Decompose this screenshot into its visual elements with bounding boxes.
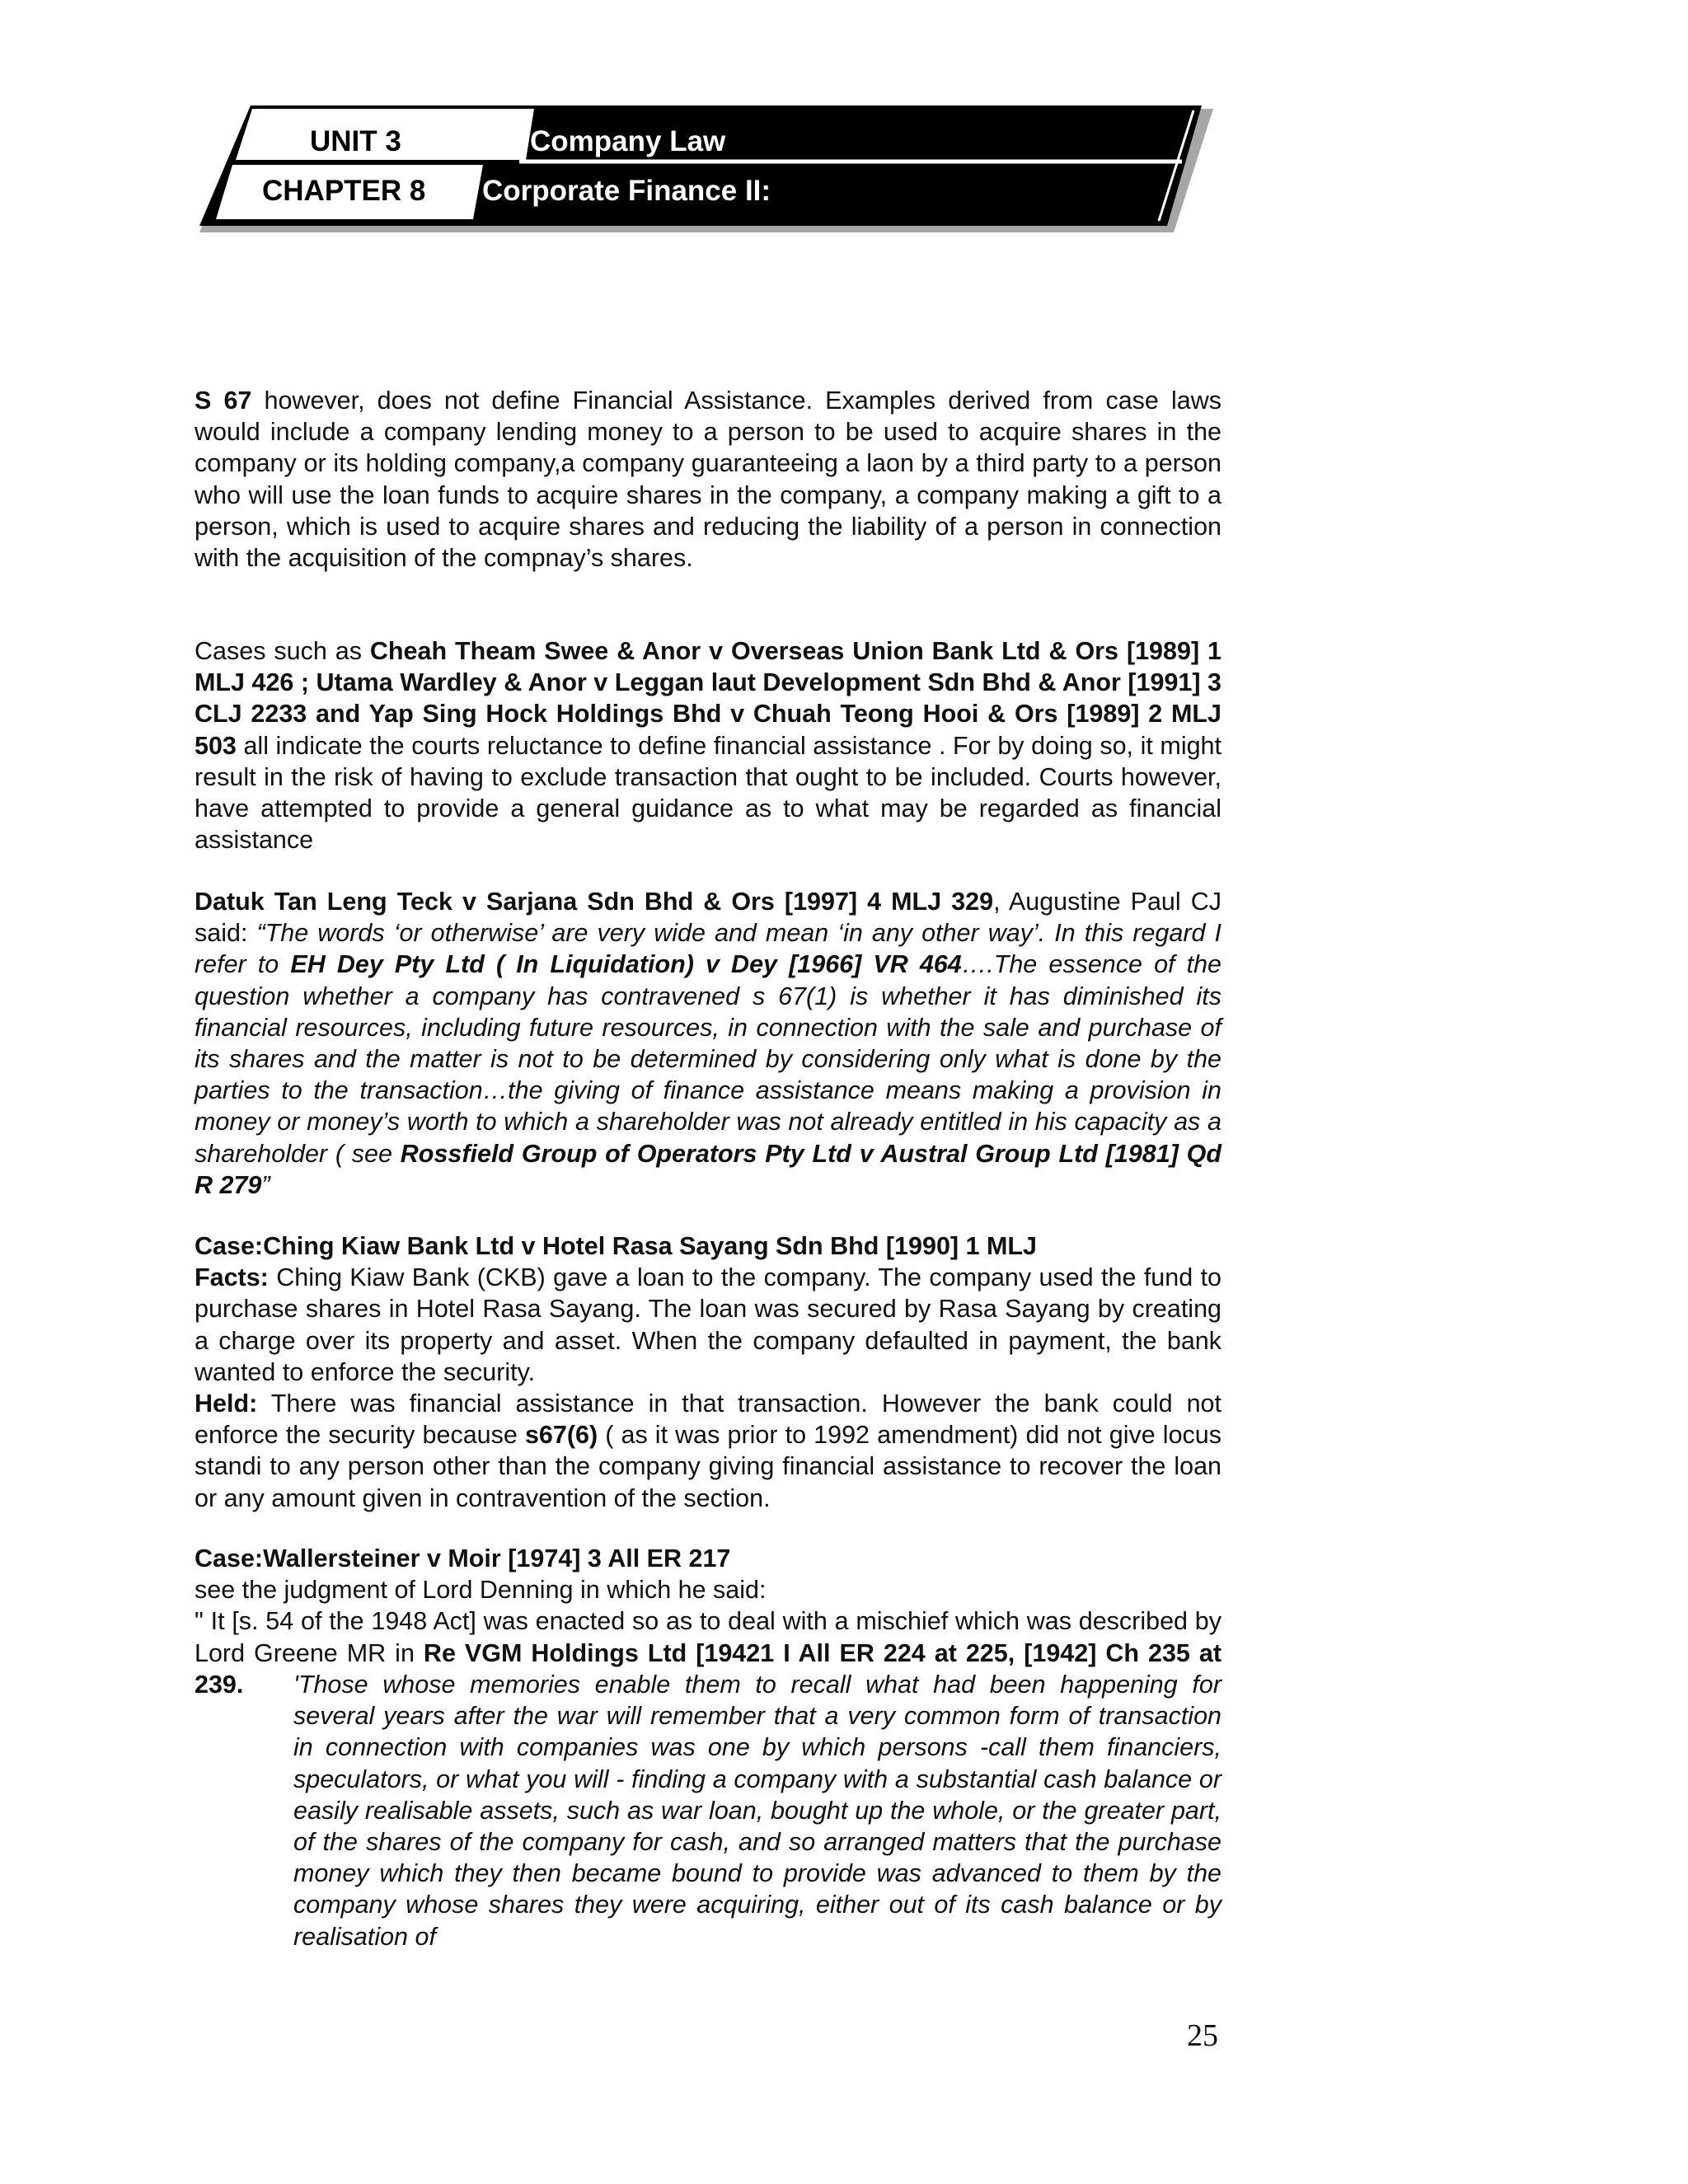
held-text: ( as it was prior to 1992 amendment) did not give locus standi to any person other than the company giving financial assistance to recover the loan or any amount given in contravention of the section. <box>195 1421 1222 1512</box>
paragraph-text: " It [s. 54 of the 1948 Act] was enacted so as to deal with a mischief which was described by Lord Greene MR in <box>195 1607 1221 1667</box>
unit-title: Company Law <box>530 125 726 157</box>
case-citations: Cheah Theam Swee & Anor v Overseas Union Bank Ltd & Ors [1989] 1 MLJ 426 ; Utama Wardley & Anor v Leggan laut Development Sdn Bhd & Anor [1991] 3 CLJ 2233 and Yap Sing Hock Holdings Bhd v Chuah Teong Hooi & Ors [1989] 2 MLJ 503 <box>195 637 1221 760</box>
paragraph-text: however, does not define Financial Assistance. Examples derived from case laws would include a company lending money to a person to be used to acquire shares in the company or its holding company,a company guaranteeing a laon by a third party to a person who will use the loan funds to acquire shares in the company, a company making a gift to a person, which is used to acquire shares and reducing the liability of a person in connection with the acquisition of the compnay’s shares. <box>195 387 1221 573</box>
paragraph-financial-assistance <box>195 385 1221 574</box>
quote-text: “The words ‘or otherwise’ are very wide and mean ‘in any other way’. In this regard I refer to <box>195 919 1221 979</box>
held-label: Held: <box>195 1390 258 1418</box>
quote-text: ….The essence of the question whether a company has contravened s 67(1) is whether it has diminished its financial resources, including future resources, in connection with the sale and purchase of its shares and the matter is not to be determined by considering only what is done by the parties to the transaction…the giving of finance assistance means making a provision in money or money’s worth to which a shareholder was not already entitled in his capacity as a shareholder ( see <box>195 950 1221 1168</box>
paragraph-lead: Cases such as <box>195 637 370 665</box>
block-quote: 'Those whose memories enable them to recall what had been happening for several years after the war will remember that a very common form of transaction in connection with companies was one by which persons -call them financiers, speculators, or what you will - finding a company with a substantial cash balance or easily realisable assets, such as war loan, bought up the whole, or the greater part, of the shares of the company for cash, and so arranged matters that the purchase money which they then became bound to provide was advanced to them by the company whose shares they were acquiring, either out of its cash balance or by realisation of <box>293 1671 1221 1951</box>
case-citation: Rossfield Group of Operators Pty Ltd v Austral Group Ltd [1981] Qd R 279 <box>195 1139 1221 1199</box>
paragraph-ching-kiaw-bank <box>195 1230 1221 1514</box>
held-text: There was financial assistance in that transaction. However the bank could not enforce the security because <box>195 1390 1221 1450</box>
paragraph-text: all indicate the courts reluctance to define financial assistance . For by doing so, it might result in the risk of having to exclude transaction that ought to be included. Courts however, have attempted to provide a general guidance as to what may be regarded as financial assistance <box>195 731 1221 855</box>
case-citation: EH Dey Pty Ltd ( In Liquidation) v Dey [1966] VR 464 <box>290 950 962 979</box>
facts-text: Ching Kiaw Bank (CKB) gave a loan to the company. The company used the fund to purchase shares in Hotel Rasa Sayang. The loan was secured by Rasa Sayang by creating a charge over its property and asset. When the company defaulted in payment, the bank wanted to enforce the security. <box>195 1263 1221 1386</box>
page-number: 25 <box>1187 2018 1218 2053</box>
case-heading: Case:Ching Kiaw Bank Ltd v Hotel Rasa Sayang Sdn Bhd [1990] 1 MLJ <box>195 1232 1037 1260</box>
chapter-title: Corporate Finance II: <box>482 175 771 207</box>
chapter-label: CHAPTER 8 <box>262 175 426 207</box>
unit-label: UNIT 3 <box>310 125 401 157</box>
case-citation: Re VGM Holdings Ltd [19421 I All ER 224 at 225, [1942] Ch 235 at 239. <box>195 1638 1222 1699</box>
case-heading: Case:Wallersteiner v Moir [1974] 3 All ER 217 <box>195 1544 731 1572</box>
chapter-header-banner <box>198 105 1220 237</box>
paragraph-datuk-tan-leng-teck <box>195 886 1221 1201</box>
paragraph-cases <box>195 635 1221 855</box>
section-reference: S 67 <box>195 387 252 415</box>
facts-label: Facts: <box>195 1263 269 1292</box>
paragraph-text: , Augustine Paul CJ said: <box>195 888 1221 948</box>
paragraph-line: see the judgment of Lord Denning in which he said: <box>195 1576 767 1605</box>
section-reference: s67(6) <box>524 1421 598 1450</box>
quote-close: ” <box>261 1170 270 1199</box>
case-citation: Datuk Tan Leng Teck v Sarjana Sdn Bhd & Ors [1997] 4 MLJ 329 <box>195 888 994 916</box>
